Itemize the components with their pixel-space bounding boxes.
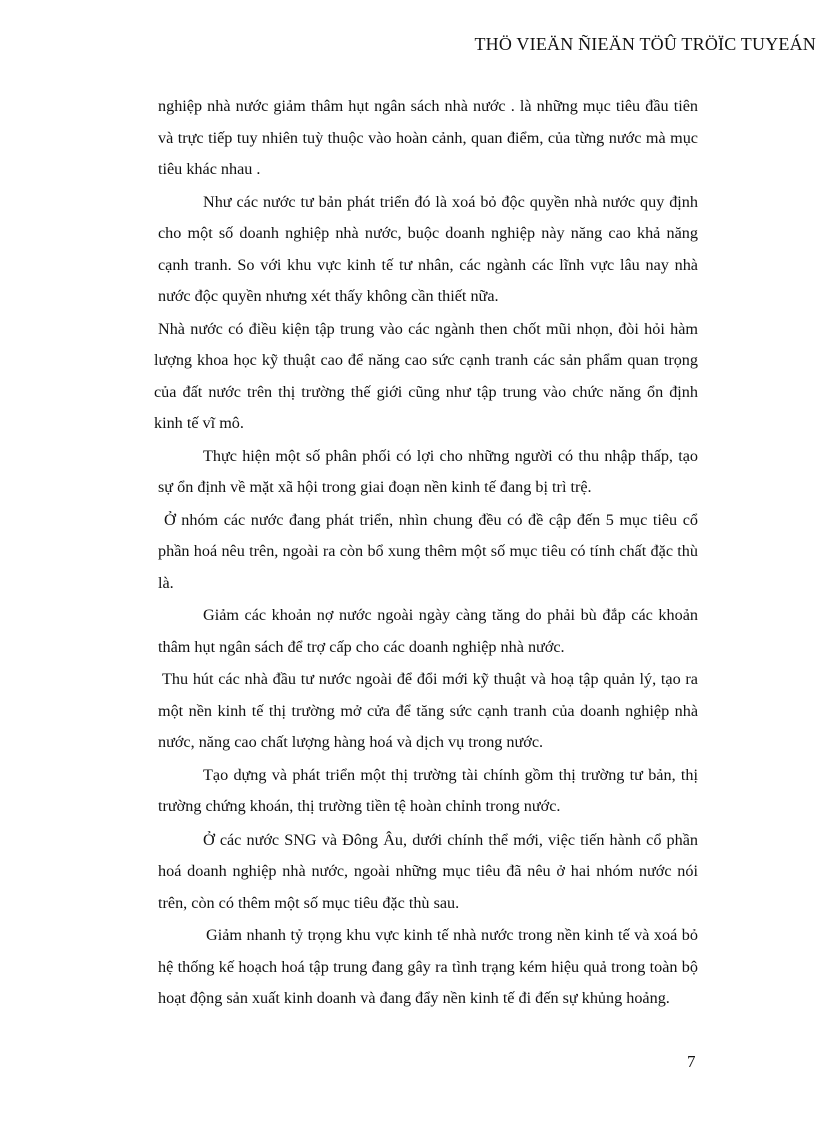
paragraph-7: Thu hút các nhà đầu tư nước ngoài để đổi mới kỹ thuật và hoạ tập quản lý, tạo ra một nền kinh tế thị trường mở cửa để tăng sức cạnh tranh của doanh nghiệp nhà nước, năng cao chất lượng hàng hoá và dịch vụ trong nước. [158, 670, 698, 751]
paragraph-6: Giảm các khoản nợ nước ngoài ngày càng tăng do phải bù đắp các khoản thâm hụt ngân sách để trợ cấp cho các doanh nghiệp nhà nước. [158, 606, 698, 656]
paragraph-3: Nhà nước có điều kiện tập trung vào các ngành then chốt mũi nhọn, đòi hỏi hàm lượng khoa học kỹ thuật cao để năng cao sức cạnh tranh các sản phẩm quan trọng của đất nước trên thị trường thế giới cũng như tập trung vào chức năng ổn định kinh tế vĩ mô. [154, 319, 698, 432]
paragraph-2: Như các nước tư bản phát triển đó là xoá bỏ độc quyền nhà nước quy định cho một số doanh nghiệp nhà nước, buộc doanh nghiệp này năng cao khả năng cạnh tranh. So với khu vực kinh tế tư nhân, các ngành các lĩnh vực lâu nay nhà nước độc quyền nhưng xét thấy không cần thiết nữa. [158, 192, 698, 305]
paragraph-5: Ở nhóm các nước đang phát triển, nhìn chung đều có đề cập đến 5 mục tiêu cổ phần hoá nêu trên, ngoài ra còn bổ xung thêm một số mục tiêu có tính chất đặc thù là. [158, 510, 698, 592]
document-body [154, 91, 698, 1016]
paragraph-8: Tạo dựng và phát triển một thị trường tài chính gồm thị trường tư bản, thị trường chứng khoán, thị trường tiền tệ hoàn chỉnh trong nước. [158, 765, 698, 815]
page-number: 7 [687, 1052, 696, 1071]
paragraph-1: nghiệp nhà nước giảm thâm hụt ngân sách nhà nước . là những mục tiêu đầu tiên và trực tiếp tuy nhiên tuỳ thuộc vào hoàn cảnh, quan điểm, của từng nước mà mục tiêu khác nhau . [158, 97, 698, 178]
running-header: THÖ VIEÄN ÑIEÄN TÖÛ TRÖÏC TUYEÁN [474, 34, 816, 54]
paragraph-4: Thực hiện một số phân phối có lợi cho những người có thu nhập thấp, tạo sự ổn định về mặt xã hội trong giai đoạn nền kinh tế đang bị trì trệ. [158, 446, 698, 496]
paragraph-9: Ở các nước SNG và Đông Âu, dưới chính thể mới, việc tiến hành cổ phần hoá doanh nghiệp nhà nước, ngoài những mục tiêu đã nêu ở hai nhóm nước nói trên, còn có thêm một số mục tiêu đặc thù sau. [158, 830, 698, 912]
paragraph-10: Giảm nhanh tỷ trọng khu vực kinh tế nhà nước trong nền kinh tế và xoá bỏ hệ thống kế hoạch hoá tập trung đang gây ra tình trạng kém hiệu quả trong toàn bộ hoạt động sản xuất kinh doanh và đang đẩy nền kinh tế đi đến sự khủng hoảng. [158, 926, 698, 1007]
